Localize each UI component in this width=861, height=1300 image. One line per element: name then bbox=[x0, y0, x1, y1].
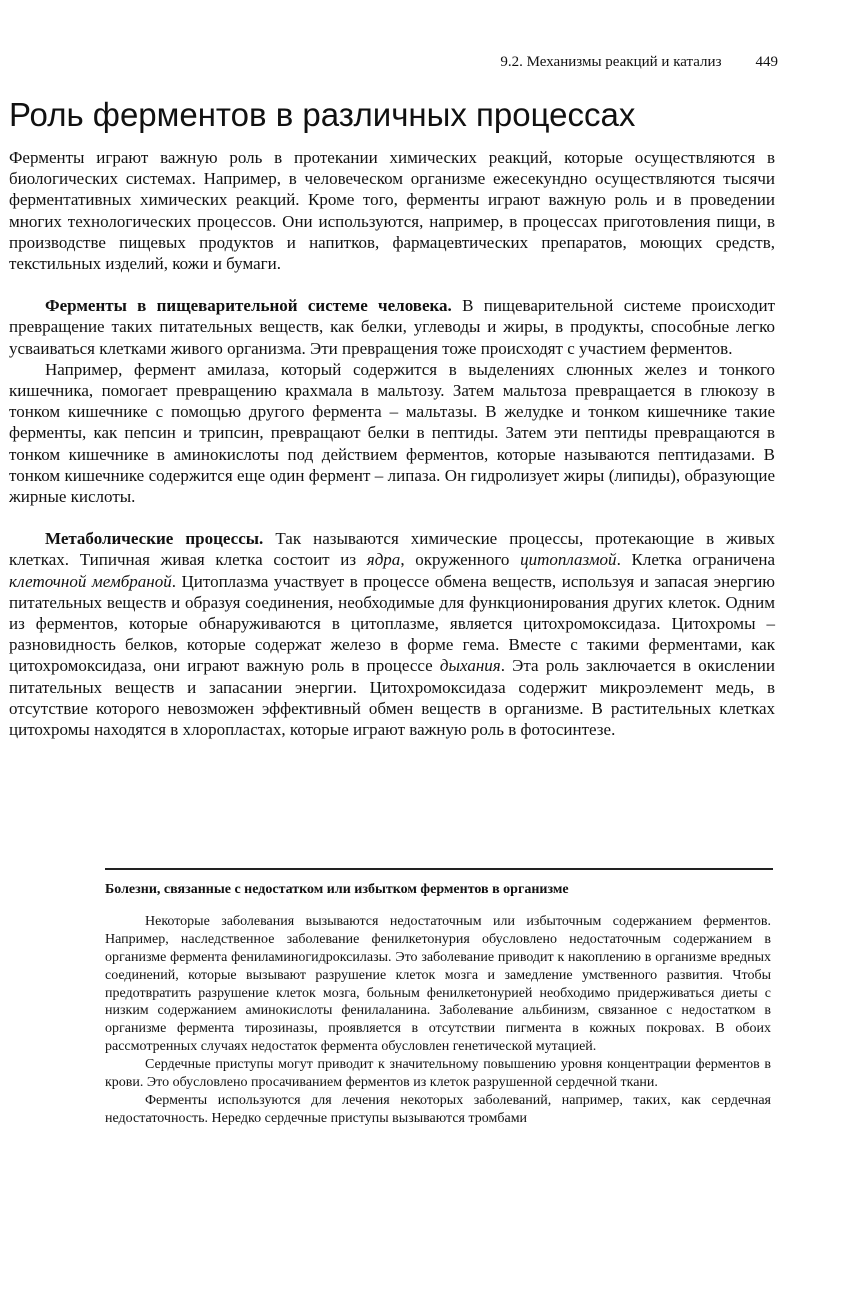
term-cytoplasm: цитоплазмой bbox=[520, 550, 617, 570]
box-divider bbox=[105, 868, 773, 870]
sidebar-box bbox=[105, 881, 771, 1128]
digestive-paragraph-2: Например, фермент амилаза, который содержится в выделениях слюнных желез и тонкого кишечника, помогает превращению крахмала в мальтозу. Затем мальтоза превращается в глюкозу в тонком кишечнике с помощью другого фермента – мальтазы. В желудке и тонком кишечнике такие ферменты, как пепсин и трипсин, превращают белки в пептиды. Затем эти пептиды превращаются в тонком кишечнике в аминокислоты под действием ферментов, которые называются пептидазами. В тонком кишечнике содержится еще один фермент – липаза. Он гидролизует жиры (липиды), образующие жирные кислоты. bbox=[9, 359, 775, 507]
metabolic-paragraph bbox=[9, 528, 775, 740]
box-paragraph-2: Сердечные приступы могут приводит к значительному повышению уровня концентрации ферментов в крови. Это обусловлено просачиванием ферментов из клеток разрушенной сердечной ткани. bbox=[105, 1057, 771, 1091]
digestive-heading: Ферменты в пищеварительной системе человека. bbox=[45, 296, 452, 316]
term-respiration: дыхания bbox=[439, 656, 501, 676]
page-title: Роль ферментов в различных процессах bbox=[9, 96, 636, 133]
digestive-text-1: В пищеварительной системе происходит превращение таких питательных веществ, как белки, углеводы и жиры, в продукты, способные легко усваиваться клетками живого организма. Эти превращения тоже происходят с участием ферментов. bbox=[9, 296, 775, 358]
metabolic-text-3: . Клетка ограничена bbox=[616, 550, 776, 570]
metabolic-text-5: . Эта роль заключается в окислении питательных веществ и запасании энергии. Цитохромоксидаза содержит микроэлемент медь, в отсутствие которого невозможен эффективный обмен веществ в организме. В растительных клетках цитохромы находятся в хлоропластах, которые играют важную роль в фотосинтезе. bbox=[9, 656, 775, 740]
running-header bbox=[0, 54, 778, 71]
page-number: 449 bbox=[755, 54, 778, 70]
term-nucleus: ядра bbox=[366, 550, 401, 570]
section-title: 9.2. Механизмы реакций и катализ bbox=[500, 54, 722, 70]
box-paragraph-3: Ферменты используются для лечения некоторых заболеваний, например, таких, как сердечная недостаточность. Нередко сердечные приступы вызываются тромбами bbox=[105, 1092, 771, 1126]
intro-paragraph: Ферменты играют важную роль в протекании химических реакций, которые осуществляются в биологических системах. Например, в человеческом организме ежесекундно осуществляются тысячи ферментативных химических реакций. Кроме того, ферменты играют важную роль и в проведении многих технологических процессов. Они используются, например, в процессах приготовления пищи, в производстве пищевых продуктов и напитков, фармацевтических препаратов, моющих средств, текстильных изделий, кожи и бумаги. bbox=[9, 148, 775, 274]
metabolic-text-4: . Цитоплазма участвует в процессе обмена веществ, используя и запасая энергию питательных веществ и образуя соединения, необходимые для функционирования других клеток. Одним из ферментов, которые обнаруживаются в цитоплазме, является цитохромоксидаза. Цитохромы – разновидность белков, которые содержат железо в форме гема. Вместе с такими ферментами, как цитохромоксидаза, они играют важную роль в процессе bbox=[9, 571, 776, 676]
term-cell-membrane: клеточной мембраной bbox=[9, 571, 172, 591]
box-title: Болезни, связанные с недостатком или избытком ферментов в организме bbox=[105, 882, 569, 897]
body-text bbox=[9, 147, 775, 740]
metabolic-text-2: , окруженного bbox=[400, 550, 521, 570]
metabolic-text-1: Так называются химические процессы, протекающие в живых клетках. Типичная живая клетка состоит из bbox=[9, 529, 775, 570]
box-paragraph-1: Некоторые заболевания вызываются недостаточным или избыточным содержанием ферментов. Например, наследственное заболевание фенилкетонурия обусловлено недостаточным содержанием в организме фермента фениламиногидроксилазы. Это заболевание приводит к накоплению в организме вредных соединений, которые вызывают разрушение клеток мозга и замедление умственного развития. Чтобы предотвратить разрушение клеток мозга, больным фенилкетонурией необходимо придерживаться диеты с низким содержанием аминокислоты фенилаланина. Заболевание альбинизм, связанное с недостатком в организме фермента тирозиназы, проявляется в отсутствии пигмента в кожных покровах. В обоих рассмотренных случаях недостаток фермента обусловлен генетической мутацией. bbox=[105, 913, 771, 1055]
metabolic-heading: Метаболические процессы. bbox=[45, 529, 264, 549]
digestive-paragraph-1 bbox=[9, 295, 775, 359]
